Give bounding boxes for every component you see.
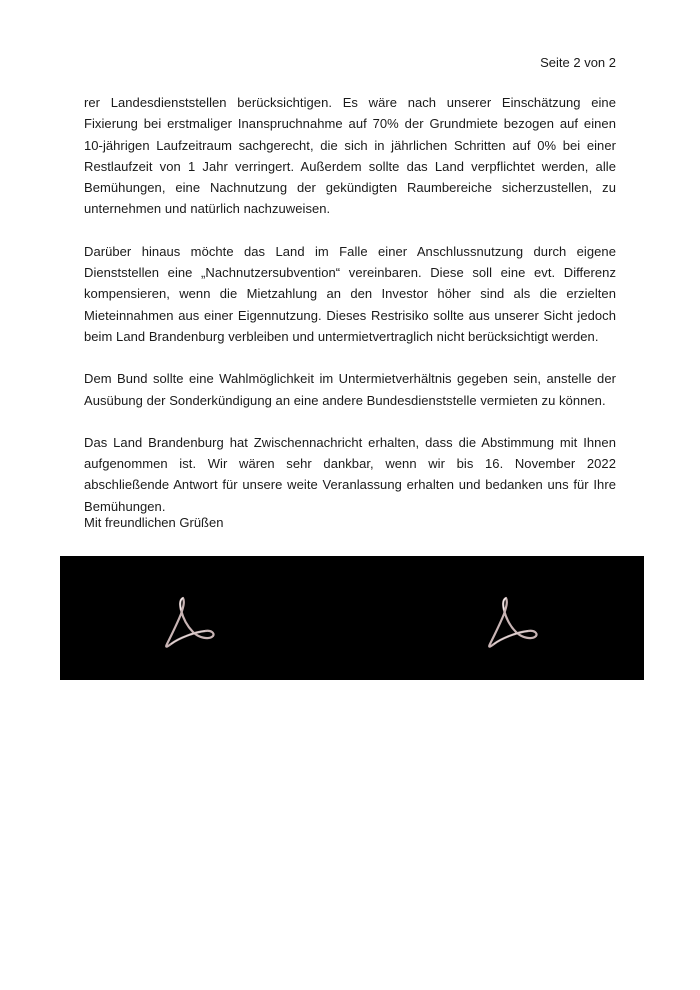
paragraph-2: Darüber hinaus möchte das Land im Falle einer Anschlussnutzung durch eigene Dienststellen eine „Nachnutzersubvention“ vereinbaren. Diese soll eine evt. Differenz kompensieren, wenn die Mietzahlung an den Investor höher sind als die erzielten Mieteinnahmen aus einer Eigennutzung. Dieses Restrisiko sollte aus unserer Sicht jedoch beim Land Brandenburg verbleiben und untermietvertraglich nicht berücksichtigt werden. [84, 243, 616, 344]
letter-body [84, 92, 616, 538]
paragraph-3: Dem Bund sollte eine Wahlmöglichkeit im Untermietverhältnis gegeben sein, anstelle der Ausübung der Sonderkündigung an eine andere Bundesdienststelle vermieten zu können. [84, 371, 616, 408]
closing-salutation: Mit freundlichen Grüßen [84, 515, 224, 530]
signature-block [60, 556, 644, 680]
paragraph-1: rer Landesdienststellen berücksichtigen. Es wäre nach unserer Einschätzung eine Fixierung bei erstmaliger Inanspruchnahme auf 70% der Grundmiete bezogen auf einen 10-jährigen Laufzeitraum sachgerecht, die sich in jährlichen Schritten auf 0% bei einer Restlaufzeit von 1 Jahr verringert. Außerdem sollte das Land verpflichtet werden, alle Bemühungen, eine Nachnutzung der gekündigten Raumbereiche sicherzustellen, zu unternehmen und natürlich nachzuweisen. [84, 95, 616, 217]
acrobat-signature-icon [478, 592, 540, 652]
paragraph-4: Das Land Brandenburg hat Zwischennachricht erhalten, dass die Abstimmung mit Ihnen aufgenommen ist. Wir wären sehr dankbar, wenn wir bis 16. November 2022 abschließende Antwort für unsere weite Veranlassung erhalten und bedanken uns für Ihre Bemühungen. [84, 434, 616, 514]
acrobat-signature-icon [155, 592, 217, 652]
page-number: Seite 2 von 2 [540, 55, 616, 70]
